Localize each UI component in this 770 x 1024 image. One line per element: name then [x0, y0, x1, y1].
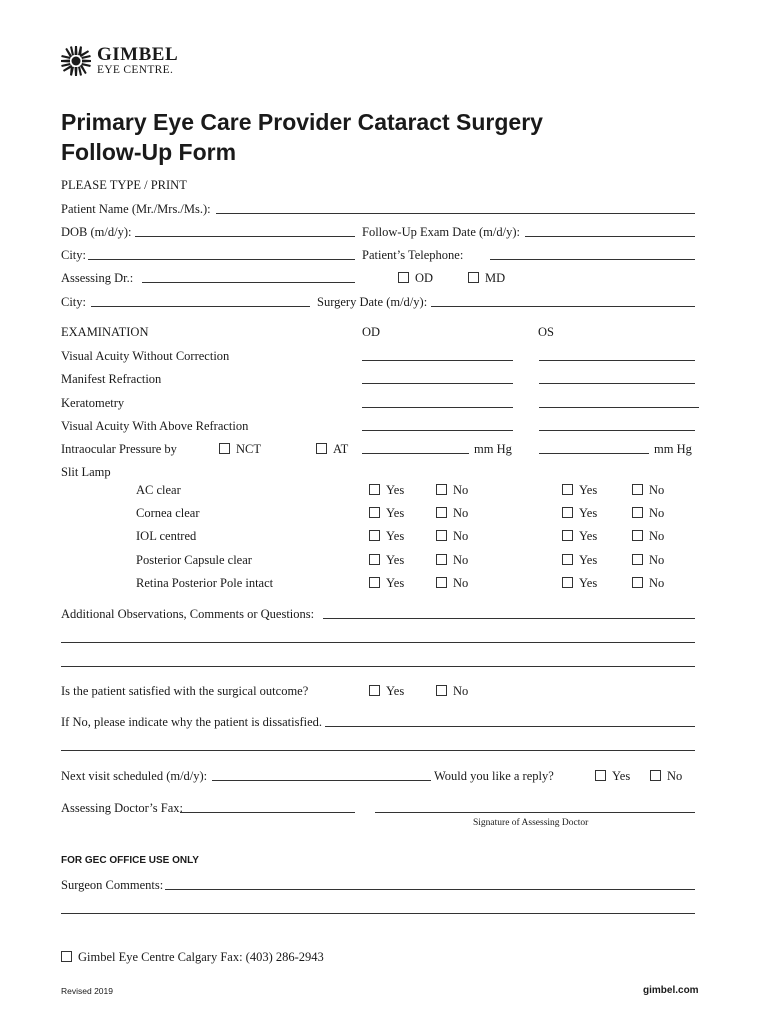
checkbox-icon [562, 554, 573, 565]
no-label: No [453, 529, 469, 543]
yes-label: Yes [386, 483, 405, 497]
next-visit-field[interactable] [212, 780, 431, 781]
additional-observations-line-3[interactable] [61, 666, 695, 667]
satisfied-question: Is the patient satisfied with the surgical outcome? [61, 684, 309, 698]
logo-subtitle: EYE CENTRE. [97, 64, 174, 76]
checkbox-icon [436, 554, 447, 565]
slit-os-yes-checkbox[interactable] [562, 553, 597, 567]
checkbox-icon [369, 554, 380, 565]
no-label: No [453, 506, 469, 520]
checkbox-icon [369, 577, 380, 588]
slit-os-no-checkbox[interactable] [632, 506, 664, 520]
yes-label: Yes [386, 576, 405, 590]
reply-no-checkbox[interactable] [650, 769, 682, 783]
checkbox-icon [219, 443, 230, 454]
sunburst-logo-icon [60, 45, 92, 77]
checkbox-icon [650, 770, 661, 781]
city-field-2[interactable] [91, 306, 310, 307]
va-os-field[interactable] [539, 360, 695, 361]
checkbox-icon [632, 484, 643, 495]
no-label: No [453, 576, 469, 590]
exam-row-label: Keratometry [61, 396, 125, 410]
dob-label: DOB (m/d/y): [61, 225, 132, 239]
checkbox-icon [369, 685, 380, 696]
slit-os-yes-checkbox[interactable] [562, 576, 597, 590]
checkbox-icon [436, 685, 447, 696]
no-label: No [453, 553, 469, 567]
yes-label: Yes [579, 483, 598, 497]
office-use-header: FOR GEC OFFICE USE ONLY [61, 855, 199, 866]
dissatisfied-reason-line-2[interactable] [61, 750, 695, 751]
city-label: City: [61, 248, 87, 262]
slit-od-no-checkbox[interactable] [436, 576, 468, 590]
surgeon-comments-line-2[interactable] [61, 913, 695, 914]
nct-checkbox[interactable] [219, 442, 261, 456]
checkbox-icon [436, 530, 447, 541]
no-label: No [649, 576, 665, 590]
dissatisfied-reason-field[interactable] [325, 726, 695, 727]
revised-label: Revised 2019 [61, 986, 113, 996]
calgary-fax-checkbox[interactable] [61, 950, 324, 964]
keratometry-od-field[interactable] [362, 407, 513, 408]
slit-od-yes-checkbox[interactable] [369, 506, 404, 520]
checkbox-icon [316, 443, 327, 454]
checkbox-icon [562, 484, 573, 495]
slit-os-no-checkbox[interactable] [632, 553, 664, 567]
yes-label: Yes [386, 684, 405, 698]
surgery-date-label: Surgery Date (m/d/y): [317, 295, 428, 309]
slit-row-label: Retina Posterior Pole intact [136, 576, 274, 590]
checkbox-icon [436, 484, 447, 495]
checkbox-icon [562, 577, 573, 588]
yes-label: Yes [579, 506, 598, 520]
patient-phone-field[interactable] [490, 259, 695, 260]
patient-phone-label: Patient’s Telephone: [362, 248, 464, 262]
yes-label: Yes [386, 529, 405, 543]
satisfied-no-checkbox[interactable] [436, 684, 468, 698]
exam-row-label: Manifest Refraction [61, 372, 162, 386]
reply-question: Would you like a reply? [434, 769, 554, 783]
slit-row-label: Cornea clear [136, 506, 200, 520]
satisfied-yes-checkbox[interactable] [369, 684, 404, 698]
additional-observations-field[interactable] [323, 618, 695, 619]
title-line-2: Follow-Up Form [61, 139, 237, 165]
title-line-1: Primary Eye Care Provider Cataract Surgery [61, 109, 543, 135]
slit-od-no-checkbox[interactable] [436, 529, 468, 543]
checkbox-icon [369, 484, 380, 495]
slit-os-yes-checkbox[interactable] [562, 529, 597, 543]
exam-row-label: Visual Acuity Without Correction [61, 349, 230, 363]
checkbox-icon [369, 530, 380, 541]
no-label: No [453, 684, 469, 698]
signature-field[interactable] [375, 812, 695, 813]
slit-od-yes-checkbox[interactable] [369, 576, 404, 590]
city-label-2: City: [61, 295, 87, 309]
mmhg-label: mm Hg [654, 442, 692, 456]
va-refraction-od-field[interactable] [362, 430, 513, 431]
slit-row-label: IOL centred [136, 529, 197, 543]
surgeon-comments-field[interactable] [165, 889, 695, 890]
followup-date-field[interactable] [525, 236, 695, 237]
slit-os-no-checkbox[interactable] [632, 483, 664, 497]
surgeon-comments-label: Surgeon Comments: [61, 878, 164, 892]
mmhg-label: mm Hg [474, 442, 512, 456]
no-label: No [649, 483, 665, 497]
refraction-od-field[interactable] [362, 383, 513, 384]
please-print-label: PLEASE TYPE / PRINT [61, 178, 187, 192]
od-label: OD [415, 271, 434, 285]
slit-od-yes-checkbox[interactable] [369, 483, 404, 497]
yes-label: Yes [386, 506, 405, 520]
slit-os-no-checkbox[interactable] [632, 576, 664, 590]
website-link[interactable]: gimbel.com [643, 985, 699, 996]
next-visit-label: Next visit scheduled (m/d/y): [61, 769, 208, 783]
checkbox-icon [61, 951, 72, 962]
checkbox-icon [398, 272, 409, 283]
reply-yes-checkbox[interactable] [595, 769, 630, 783]
dob-field[interactable] [135, 236, 355, 237]
iop-label: Intraocular Pressure by [61, 442, 177, 456]
os-column-header: OS [538, 325, 554, 339]
checkbox-icon [562, 507, 573, 518]
at-label: AT [333, 442, 349, 456]
keratometry-os-field[interactable] [539, 407, 699, 408]
followup-date-label: Follow-Up Exam Date (m/d/y): [362, 225, 520, 239]
assessing-dr-field[interactable] [142, 282, 355, 283]
yes-label: Yes [579, 576, 598, 590]
md-label: MD [485, 271, 506, 285]
slit-od-yes-checkbox[interactable] [369, 529, 404, 543]
slit-row-label: AC clear [136, 483, 181, 497]
checkbox-icon [632, 577, 643, 588]
slit-row-label: Posterior Capsule clear [136, 553, 252, 567]
dissatisfied-reason-label: If No, please indicate why the patient is dissatisfied. [61, 715, 323, 729]
slit-od-no-checkbox[interactable] [436, 553, 468, 567]
doctor-fax-field[interactable] [180, 812, 355, 813]
iop-os-field[interactable] [539, 453, 649, 454]
page-title [61, 107, 543, 167]
signature-caption: Signature of Assessing Doctor [473, 818, 589, 828]
va-refraction-os-field[interactable] [539, 430, 695, 431]
no-label: No [667, 769, 683, 783]
slit-os-no-checkbox[interactable] [632, 529, 664, 543]
patient-name-field[interactable] [216, 213, 695, 214]
calgary-fax-label: Gimbel Eye Centre Calgary Fax: (403) 286-2943 [78, 950, 324, 964]
at-checkbox[interactable] [316, 442, 348, 456]
examination-header: EXAMINATION [61, 325, 149, 339]
additional-observations-line-2[interactable] [61, 642, 695, 643]
slit-od-yes-checkbox[interactable] [369, 553, 404, 567]
checkbox-icon [632, 530, 643, 541]
logo-name: GIMBEL [97, 44, 179, 65]
md-checkbox[interactable] [468, 271, 505, 285]
od-checkbox[interactable] [398, 271, 433, 285]
assessing-dr-label: Assessing Dr.: [61, 271, 134, 285]
checkbox-icon [436, 577, 447, 588]
va-od-field[interactable] [362, 360, 513, 361]
no-label: No [649, 553, 665, 567]
checkbox-icon [632, 554, 643, 565]
exam-row-label: Visual Acuity With Above Refraction [61, 419, 249, 433]
checkbox-icon [436, 507, 447, 518]
slit-lamp-label: Slit Lamp [61, 465, 111, 479]
checkbox-icon [562, 530, 573, 541]
iop-od-field[interactable] [362, 453, 469, 454]
od-column-header: OD [362, 325, 381, 339]
slit-od-no-checkbox[interactable] [436, 483, 468, 497]
checkbox-icon [632, 507, 643, 518]
no-label: No [453, 483, 469, 497]
refraction-os-field[interactable] [539, 383, 695, 384]
no-label: No [649, 529, 665, 543]
no-label: No [649, 506, 665, 520]
patient-name-label: Patient Name (Mr./Mrs./Ms.): [61, 202, 211, 216]
slit-od-no-checkbox[interactable] [436, 506, 468, 520]
additional-observations-label: Additional Observations, Comments or Questions: [61, 607, 315, 621]
checkbox-icon [468, 272, 479, 283]
city-field[interactable] [88, 259, 355, 260]
yes-label: Yes [579, 529, 598, 543]
yes-label: Yes [612, 769, 631, 783]
yes-label: Yes [579, 553, 598, 567]
checkbox-icon [595, 770, 606, 781]
slit-os-yes-checkbox[interactable] [562, 506, 597, 520]
surgery-date-field[interactable] [431, 306, 695, 307]
doctor-fax-label: Assessing Doctor’s Fax: [61, 801, 183, 815]
nct-label: NCT [236, 442, 261, 456]
yes-label: Yes [386, 553, 405, 567]
checkbox-icon [369, 507, 380, 518]
slit-os-yes-checkbox[interactable] [562, 483, 597, 497]
